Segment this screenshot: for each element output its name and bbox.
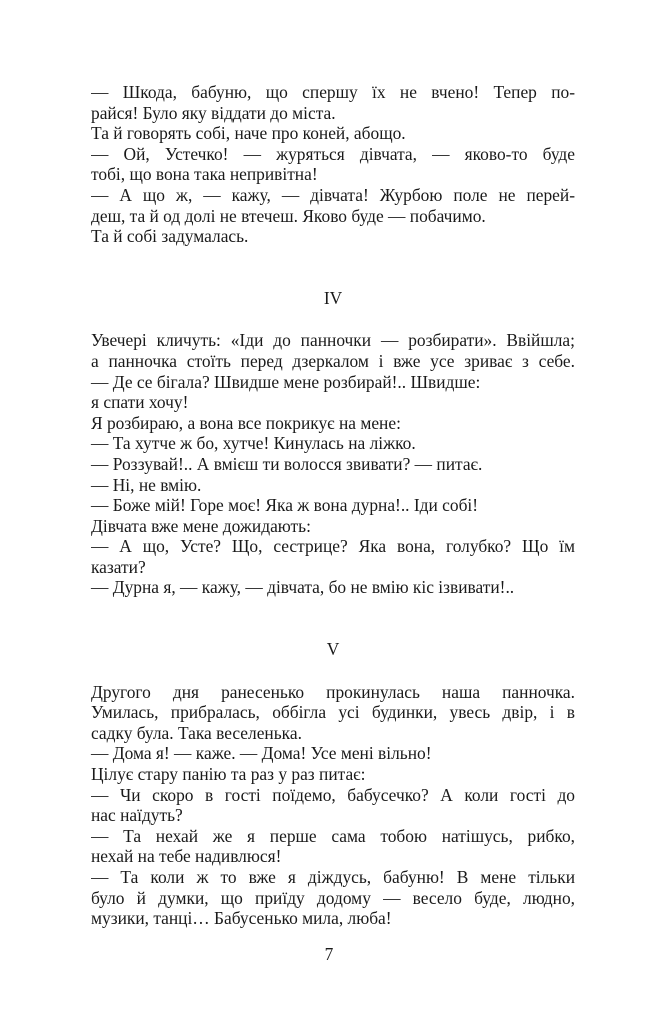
text-line: а панночка стоїть перед дзеркалом і вже усе зриває з себе. [91,350,575,371]
page-number: 7 [324,944,334,964]
spacer [91,660,575,682]
text-line: — Боже мій! Горе моє! Яка ж вона дурна!.. Іди собі! [91,495,479,516]
text-block-3 [91,682,575,929]
text-line: я спати хочу! [91,392,189,413]
text-line: — Дома я! — каже. — Дома! Усе мені вільно! [91,743,432,764]
page-body [91,82,575,929]
text-line: деш, та й од долі не втечеш. Яково буде — побачимо. [91,205,486,226]
text-line: Другого дня ранесенько прокинулась наша панночка. [91,681,575,702]
text-line: — Та нехай же я перше сама тобою натішусь, рибко, [91,825,575,846]
text-line: — Ой, Устечко! — журяться дівчата, — яково-то буде [91,143,575,164]
text-line: казати? [91,556,146,577]
text-line: — Та коли ж то вже я діждусь, бабуню! В мене тільки [91,867,575,887]
text-line: — А що ж, — кажу, — дівчата! Журбою поле не перей- [91,184,575,205]
text-line: Цілує стару панію та раз у раз питає: [91,764,366,785]
text-line: — Де се бігала? Швидше мене розбирай!.. Швидше: [91,371,481,392]
text-line: — А що, Усте? Що, сестрице? Яка вона, голубко? Що їм [91,536,575,557]
text-line: — Дурна я, — кажу, — дівчата, бо не вмію кіс ізвивати!.. [91,577,515,598]
text-line: Дівчата вже мене дожидають: [91,515,311,536]
text-line: Умилась, прибралась, оббігла усі будинки, увесь двір, і в [91,702,575,723]
text-line: Та й собі задумалась. [91,226,249,247]
text-line: — Роззувай!.. А вмієш ти волосся звивати? — питає. [91,453,483,474]
text-line: музики, танці… Бабусенько мила, люба! [91,908,392,929]
chapter-heading-iv: IV [323,287,343,308]
text-line: було й думки, що приїду додому — весело буде, людно, [91,887,575,908]
text-block-2 [91,330,575,598]
text-block-1 [91,82,575,247]
spacer [91,308,575,330]
text-line: Увечері кличуть: «Іди до панночки — розбирати». Ввійшла; [91,330,575,351]
text-line: нехай на тебе надивлюся! [91,846,282,867]
text-line: райся! Було яку віддати до міста. [91,102,336,123]
text-line: тобі, що вона така непривітна! [91,164,318,185]
text-line: Та й говорять собі, наче про коней, абощо. [91,123,406,144]
spacer [91,598,575,639]
text-line: садку була. Така веселенька. [91,722,302,743]
text-line: нас наїдуть? [91,805,183,826]
text-line: Я розбираю, а вона все покрикує на мене: [91,412,401,433]
text-line: — Та хутче ж бо, хутче! Кинулась на ліжко. [91,433,416,454]
text-line: — Чи скоро в гості поїдемо, бабусечко? А коли гості до [91,784,575,805]
chapter-heading-v: V [326,639,340,660]
spacer [91,247,575,288]
text-line: — Ні, не вмію. [91,474,202,495]
text-line: — Шкода, бабуню, що спершу їх не вчено! Тепер по- [91,82,575,102]
